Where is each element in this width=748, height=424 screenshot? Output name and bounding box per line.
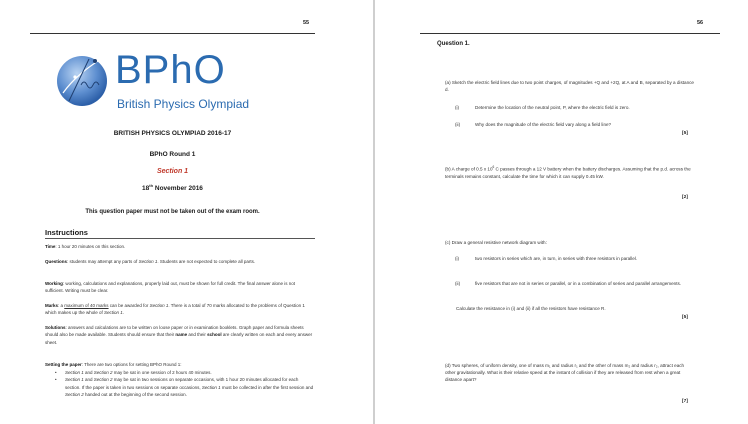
question-c-i (455, 255, 695, 271)
question-a-i (455, 104, 695, 112)
marks-instruction (45, 302, 315, 317)
setting-label: Setting the paper (45, 362, 82, 367)
question-c-calc: Calculate the resistance in (i) and (ii) if all the resistors have resistance R. (456, 306, 606, 311)
question-b-exponent: 6 (492, 165, 495, 169)
instructions-rule (45, 238, 315, 239)
working-instruction (45, 280, 315, 295)
question-a-i-number: (i) (455, 105, 460, 110)
logo-title: BPhO (115, 48, 226, 92)
question-c-marks: [5] (682, 315, 688, 320)
list-item (55, 376, 315, 398)
setting-text: : There are two options for setting BPhO Round 1: (81, 362, 182, 367)
date-suffix: th (149, 183, 154, 188)
question-a-marks: [5] (682, 131, 688, 136)
time-instruction (45, 243, 315, 250)
marks-text-2: can be awarded for (108, 303, 150, 308)
question-c-i-number: (i) (455, 256, 460, 261)
solutions-text: : answers and calculations are to be written on loose paper or in examination booklets. Graph paper and formula sheets should also be made available. Students should ensure that their (45, 325, 304, 338)
solutions-name: name (175, 332, 188, 338)
question-c-i-text: two resistors in series which are, in turn, in series with three resistors in parallel. (475, 256, 638, 261)
option-2-section-1b: Section 1 (201, 384, 221, 390)
question-c-text: (c) Draw a general resistive network diagram with: (445, 240, 547, 245)
questions-text-2: . Students are not expected to complete all parts. (157, 259, 256, 264)
option-2-text-2: must be collected in after the first session and (220, 384, 314, 390)
instructions-heading: Instructions (45, 228, 88, 237)
marks-max: maximum of 40 marks (64, 303, 109, 308)
question-c-ii-text: five resistors that are not in series or parallel, or in a combination of series and parallel arrangements. (475, 281, 682, 286)
marks-text-3: . There is a total of 70 marks allocated to the problems of Question 1 which makes up the whole of (45, 303, 305, 316)
question-title: Question 1. (437, 41, 470, 47)
header-rule (420, 33, 720, 34)
question-b-text-post: C passes through a 12 V battery when the battery discharges. Assuming that the p.d. across the terminals remains constant, calculate the time for which it can supply 0.45 kW. (445, 166, 691, 179)
option-1-section-2: Section 2 (93, 370, 113, 375)
questions-instruction (45, 258, 315, 265)
setting-options-list (55, 369, 315, 398)
option-1-and: and (83, 370, 94, 375)
question-a-ii-text: Why does the magnitude of the electric field vary along a field line? (475, 122, 612, 127)
option-2-and: and (83, 377, 94, 383)
solutions-text-3: are clearly written on each and every answer sheet. (45, 332, 313, 345)
question-b-marks: [2] (682, 195, 688, 200)
solutions-school: school (207, 332, 222, 338)
marks-section-ref: Section 1 (149, 303, 169, 308)
working-label: Working (45, 281, 63, 286)
time-text: : 1 hour 20 minutes on this section. (55, 244, 126, 249)
setting-instruction (45, 361, 315, 368)
working-text: : working, calculations and explanations, properly laid out, must be shown for full credit. The final answer alone is not sufficient. Writing must be clear. (45, 281, 295, 294)
section-title: Section 1 (156, 168, 189, 175)
solutions-text-2: and their (187, 332, 208, 338)
question-a-text: (a) Sketch the electric field lines due to two point charges, of magnitudes +Q and +2Q, at A and B, separated by a distance d. (445, 80, 694, 93)
question-c-ii (455, 280, 695, 296)
questions-text: : students may attempt any parts of (67, 259, 139, 264)
question-a-ii (455, 121, 695, 129)
questions-section-ref: Section 1 (138, 259, 158, 264)
exam-date (30, 183, 315, 192)
question-c-ii-number: (ii) (455, 281, 461, 286)
page-number: 55 (303, 20, 310, 26)
bpho-logo (55, 45, 295, 120)
question-a-ii-number: (ii) (455, 122, 461, 127)
atom-globe-icon (55, 49, 113, 111)
round-title: BPhO Round 1 (149, 151, 196, 158)
exam-room-warning: This question paper must not be taken out of the exam room. (85, 209, 260, 215)
marks-text: : a (58, 303, 65, 308)
question-d-marks: [7] (682, 399, 688, 404)
time-label: Time (45, 244, 56, 249)
solutions-instruction (45, 324, 315, 346)
marks-text-4: . (122, 310, 125, 316)
left-page (0, 0, 373, 424)
option-2-text: may be sat in two sessions on separate occasions, with 1 hour 20 minutes allocated for each section. If the paper is taken in two sessions on separate occasions, (65, 377, 299, 390)
solutions-label: Solutions (45, 325, 66, 330)
question-d-text: (d) Two spheres, of uniform density, one of mass m₁ and radius r₁ and the other of mass m₂ and radius r₂, attract each other gravitationally. What is their relative speed at the instant of collision if they are released from rest when a great distance apart? (445, 363, 685, 383)
marks-section-ref-2: Section 1 (104, 310, 123, 316)
right-page (375, 0, 748, 424)
logo-subtitle: British Physics Olympiad (117, 97, 250, 111)
question-a-i-text: Determine the location of the neutral point, P, where the electric field is zero. (475, 105, 630, 110)
header-rule (30, 33, 315, 34)
question-b-text-pre: (b) A charge of 0.5 x 10 (445, 166, 493, 172)
question-b-text (445, 164, 693, 180)
questions-label: Questions (45, 259, 68, 264)
option-2-section-1: Section 1 (65, 377, 84, 383)
option-1-section-1: Section 1 (65, 370, 84, 375)
marks-label: Marks (45, 303, 59, 308)
page-number: 56 (697, 20, 704, 26)
option-2-section-2: Section 2 (93, 377, 113, 383)
list-item (55, 369, 315, 376)
bullet-icon: • (55, 370, 57, 375)
bullet-icon: • (55, 377, 57, 383)
option-2-section-2b: Section 2 (65, 391, 84, 397)
option-2-text-3: handed out at the beginning of the second session. (83, 391, 187, 397)
paper-title: BRITISH PHYSICS OLYMPIAD 2016-17 (113, 130, 232, 137)
date-day: 18 (142, 185, 150, 193)
option-1-text: may be sat in one session of 2 hours 40 minutes. (112, 370, 212, 375)
date-rest: November 2016 (153, 185, 203, 193)
